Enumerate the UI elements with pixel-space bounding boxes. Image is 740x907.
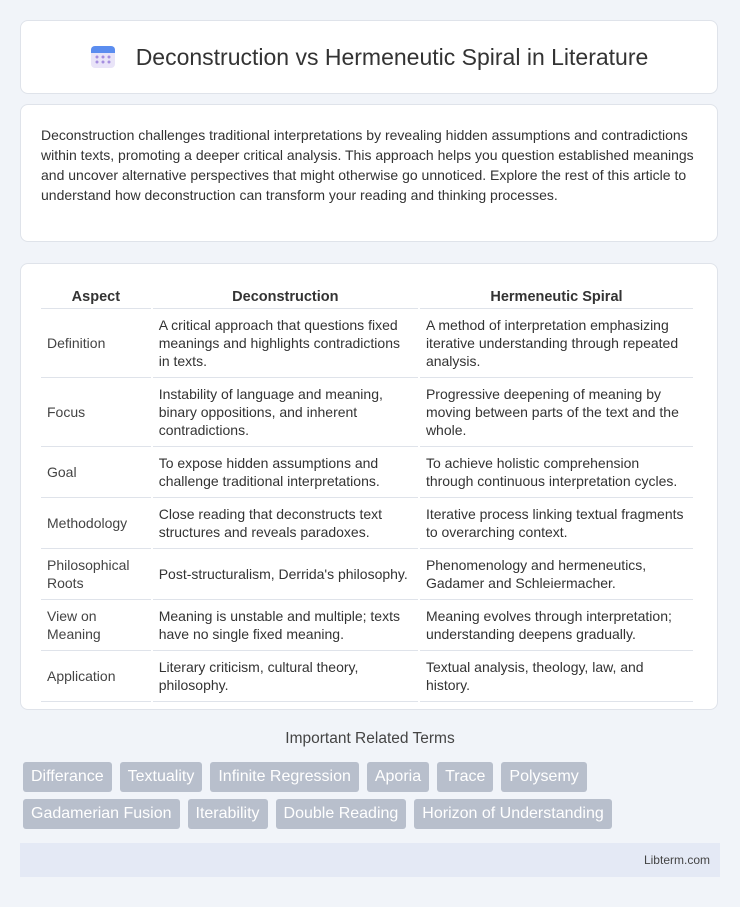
- table-row: [41, 498, 693, 549]
- table-row: [41, 309, 693, 378]
- aspect-cell: Methodology: [41, 498, 151, 549]
- related-terms-tags: [23, 762, 713, 829]
- aspect-cell: Focus: [41, 378, 151, 447]
- intro-card: [20, 104, 718, 242]
- related-term-tag[interactable]: Textuality: [120, 762, 203, 792]
- related-term-tag[interactable]: Iterability: [188, 799, 268, 829]
- related-term-tag[interactable]: Differance: [23, 762, 112, 792]
- related-terms-section: [0, 730, 740, 748]
- hermeneutic-spiral-cell: Phenomenology and hermeneutics, Gadamer and Schleiermacher.: [420, 549, 693, 600]
- comparison-table: [39, 284, 695, 702]
- related-term-tag[interactable]: Double Reading: [276, 799, 407, 829]
- hermeneutic-spiral-cell: Meaning evolves through interpretation; understanding deepens gradually.: [420, 600, 693, 651]
- deconstruction-cell: Close reading that deconstructs text structures and reveals paradoxes.: [153, 498, 418, 549]
- table-row: [41, 378, 693, 447]
- deconstruction-cell: Post-structuralism, Derrida's philosophy.: [153, 549, 418, 600]
- related-term-tag[interactable]: Horizon of Understanding: [414, 799, 611, 829]
- aspect-cell: Definition: [41, 309, 151, 378]
- aspect-cell: Application: [41, 651, 151, 702]
- deconstruction-cell: Literary criticism, cultural theory, philosophy.: [153, 651, 418, 702]
- hermeneutic-spiral-cell: Textual analysis, theology, law, and history.: [420, 651, 693, 702]
- footer: [20, 843, 720, 877]
- hermeneutic-spiral-cell: A method of interpretation emphasizing iterative understanding through repeated analysis.: [420, 309, 693, 378]
- table-row: [41, 549, 693, 600]
- table-row: [41, 600, 693, 651]
- calendar-grid-icon: [90, 44, 116, 70]
- title-card: [20, 20, 718, 94]
- aspect-cell: Philosophical Roots: [41, 549, 151, 600]
- related-term-tag[interactable]: Infinite Regression: [210, 762, 359, 792]
- related-terms-heading: Important Related Terms: [285, 730, 455, 747]
- related-term-tag[interactable]: Polysemy: [501, 762, 586, 792]
- intro-paragraph: Deconstruction challenges traditional interpretations by revealing hidden assumptions and contradictions within texts, promoting a deeper critical analysis. This approach helps you question established meanings and uncover alternative perspectives that might otherwise go unnoticed. Explore the rest of this article to understand how deconstruction can transform your reading and thinking processes.: [41, 127, 694, 203]
- page-title: Deconstruction vs Hermeneutic Spiral in Literature: [135, 43, 649, 70]
- hermeneutic-spiral-cell: Iterative process linking textual fragments to overarching context.: [420, 498, 693, 549]
- table-header-row: [41, 284, 693, 309]
- comparison-table-card: [20, 263, 718, 710]
- aspect-cell: Goal: [41, 447, 151, 498]
- hermeneutic-spiral-cell: Progressive deepening of meaning by moving between parts of the text and the whole.: [420, 378, 693, 447]
- hermeneutic-spiral-cell: To achieve holistic comprehension through continuous interpretation cycles.: [420, 447, 693, 498]
- table-row: [41, 447, 693, 498]
- column-header-aspect: Aspect: [41, 284, 151, 309]
- footer-brand[interactable]: Libterm.com: [643, 853, 710, 867]
- deconstruction-cell: To expose hidden assumptions and challenge traditional interpretations.: [153, 447, 418, 498]
- deconstruction-cell: Instability of language and meaning, binary oppositions, and inherent contradictions.: [153, 378, 418, 447]
- aspect-cell: View on Meaning: [41, 600, 151, 651]
- table-row: [41, 651, 693, 702]
- deconstruction-cell: A critical approach that questions fixed meanings and highlights contradictions in texts.: [153, 309, 418, 378]
- deconstruction-cell: Meaning is unstable and multiple; texts have no single fixed meaning.: [153, 600, 418, 651]
- column-header-hermeneutic-spiral: Hermeneutic Spiral: [420, 284, 693, 309]
- related-term-tag[interactable]: Gadamerian Fusion: [23, 799, 180, 829]
- related-term-tag[interactable]: Trace: [437, 762, 493, 792]
- column-header-deconstruction: Deconstruction: [153, 284, 418, 309]
- related-term-tag[interactable]: Aporia: [367, 762, 429, 792]
